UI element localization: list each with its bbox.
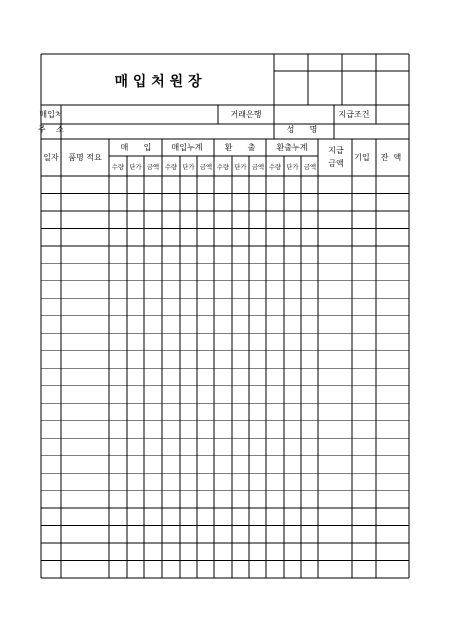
- payment-terms-label: 지급조건: [338, 110, 370, 119]
- sub-header-qty: 수량: [216, 164, 230, 171]
- col-return: 환 출: [224, 143, 256, 152]
- sub-header-unit-price: 단가: [129, 164, 142, 171]
- col-return-cumulative: 환출누계: [276, 143, 308, 152]
- sub-header-unit-price: 단가: [182, 164, 195, 171]
- sub-header-qty: 수량: [164, 164, 178, 171]
- sub-header-amount: 금액: [303, 164, 317, 171]
- col-purchase-cumulative: 매입누계: [171, 143, 203, 152]
- sub-header-amount: 금액: [199, 164, 213, 171]
- sub-header-amount: 금액: [146, 164, 160, 171]
- col-item: 품명 적요: [68, 153, 102, 162]
- sub-header-qty: 수량: [111, 164, 125, 171]
- col-purchase: 매 입: [120, 143, 152, 152]
- sub-header-qty: 수량: [268, 164, 282, 171]
- vendor-label: 매입처: [39, 110, 63, 119]
- sub-header-unit-price: 단가: [234, 164, 247, 171]
- name-label: 성 명: [286, 125, 318, 134]
- sub-header-amount: 금액: [251, 164, 265, 171]
- sub-header-unit-price: 단가: [286, 164, 299, 171]
- col-entry: 기입: [354, 153, 370, 162]
- col-payment-line2: 금액: [328, 159, 344, 168]
- ledger-title: 매 입 처 원 장: [114, 74, 202, 90]
- col-date: 일자: [43, 153, 59, 162]
- bank-label: 거래은행: [230, 110, 262, 119]
- col-balance: 잔 액: [380, 153, 402, 162]
- col-payment-line1: 지급: [328, 146, 344, 155]
- address-label: 주 소: [38, 125, 64, 134]
